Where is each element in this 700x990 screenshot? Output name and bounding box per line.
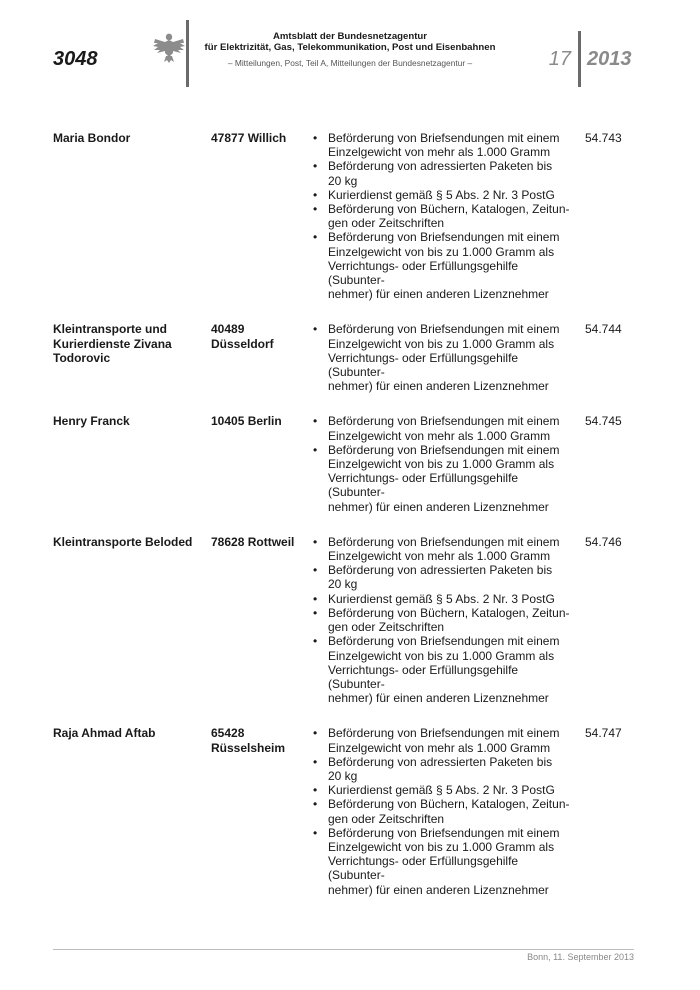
licensee-entry xyxy=(53,535,643,705)
license-number: 54.747 xyxy=(585,726,622,741)
service-item: • Beförderung von Briefsendungen mit einem Einzelgewicht von mehr als 1.000 Gramm xyxy=(313,726,578,754)
service-list xyxy=(313,131,578,301)
federal-eagle-icon xyxy=(152,31,186,65)
license-number: 54.746 xyxy=(585,534,622,549)
page-number: 3048 xyxy=(53,48,98,70)
service-item: • Beförderung von Briefsendungen mit einem Einzelgewicht von mehr als 1.000 Gramm xyxy=(313,535,578,563)
service-item: • Beförderung von Büchern, Katalogen, Zeitun- gen oder Zeitschriften xyxy=(313,606,578,634)
service-item: • Beförderung von Büchern, Katalogen, Zeitun- gen oder Zeitschriften xyxy=(313,202,578,230)
issue-year: 2013 xyxy=(587,48,632,70)
service-list xyxy=(313,322,578,393)
licensee-place: 10405 Berlin xyxy=(211,414,282,429)
footer-date: Bonn, 11. September 2013 xyxy=(527,952,634,962)
license-number: 54.744 xyxy=(585,322,622,337)
licensee-entry xyxy=(53,414,643,513)
licensee-entry xyxy=(53,726,643,896)
footer-divider xyxy=(53,949,634,950)
service-item: • Beförderung von adressierten Paketen bis 20 kg xyxy=(313,563,578,591)
licensee-entry xyxy=(53,322,643,393)
licensee-place: 78628 Rottweil xyxy=(211,534,295,549)
service-item: • Kurierdienst gemäß § 5 Abs. 2 Nr. 3 PostG xyxy=(313,592,578,606)
service-item: • Kurierdienst gemäß § 5 Abs. 2 Nr. 3 PostG xyxy=(313,783,578,797)
licensee-entry xyxy=(53,131,643,301)
licensee-place: 65428 Rüsselsheim xyxy=(211,726,286,755)
service-item: • Beförderung von Briefsendungen mit einem Einzelgewicht von bis zu 1.000 Gramm als Verrichtungs- oder Erfüllungsgehilfe (Subunter- nehmer) für einen anderen Lizenznehmer xyxy=(313,230,578,301)
service-item: • Beförderung von Briefsendungen mit einem Einzelgewicht von bis zu 1.000 Gramm als Verrichtungs- oder Erfüllungsgehilfe (Subunter- nehmer) für einen anderen Lizenznehmer xyxy=(313,443,578,514)
service-list xyxy=(313,414,578,513)
service-item: • Beförderung von Briefsendungen mit einem Einzelgewicht von bis zu 1.000 Gramm als Verrichtungs- oder Erfüllungsgehilfe (Subunter- nehmer) für einen anderen Lizenznehmer xyxy=(313,826,578,897)
service-item: • Beförderung von adressierten Paketen bis 20 kg xyxy=(313,755,578,783)
service-item: • Beförderung von Briefsendungen mit einem Einzelgewicht von mehr als 1.000 Gramm xyxy=(313,414,578,442)
licensee-name: Maria Bondor xyxy=(53,131,131,145)
licensee-name: Raja Ahmad Aftab xyxy=(53,726,156,741)
license-number: 54.745 xyxy=(585,414,622,429)
service-item: • Beförderung von Briefsendungen mit einem Einzelgewicht von mehr als 1.000 Gramm xyxy=(313,131,578,159)
header-divider xyxy=(186,20,189,87)
publication-title-line1: Amtsblatt der Bundesnetzagentur xyxy=(272,31,428,42)
service-item: • Beförderung von adressierten Paketen bis 20 kg xyxy=(313,159,578,187)
licensee-name: Henry Franck xyxy=(53,414,130,429)
service-list xyxy=(313,726,578,896)
licensee-place: 40489 Düsseldorf xyxy=(211,322,274,351)
licensee-name: Kleintransporte und Kurierdienste Zivana Todorovic xyxy=(53,322,172,366)
page-header xyxy=(0,0,700,100)
service-item: • Beförderung von Büchern, Katalogen, Zeitun- gen oder Zeitschriften xyxy=(313,797,578,825)
license-number: 54.743 xyxy=(585,131,622,145)
licensee-place: 47877 Willich xyxy=(211,131,287,145)
service-item: • Beförderung von Briefsendungen mit einem Einzelgewicht von bis zu 1.000 Gramm als Verrichtungs- oder Erfüllungsgehilfe (Subunter- nehmer) für einen anderen Lizenznehmer xyxy=(313,634,578,705)
publication-title xyxy=(190,31,510,53)
publication-subtitle: – Mitteilungen, Post, Teil A, Mitteilungen der Bundesnetzagentur – xyxy=(227,58,473,68)
licensee-list xyxy=(53,131,643,918)
publication-title-line2: für Elektrizität, Gas, Telekommunikation, Post und Eisenbahnen xyxy=(204,42,496,53)
issue-number: 17 xyxy=(548,48,571,70)
service-list xyxy=(313,535,578,705)
issue-divider xyxy=(578,31,581,87)
service-item: • Kurierdienst gemäß § 5 Abs. 2 Nr. 3 PostG xyxy=(313,188,578,202)
service-item: • Beförderung von Briefsendungen mit einem Einzelgewicht von bis zu 1.000 Gramm als Verrichtungs- oder Erfüllungsgehilfe (Subunter- nehmer) für einen anderen Lizenznehmer xyxy=(313,322,578,393)
licensee-name: Kleintransporte Beloded xyxy=(53,534,193,549)
